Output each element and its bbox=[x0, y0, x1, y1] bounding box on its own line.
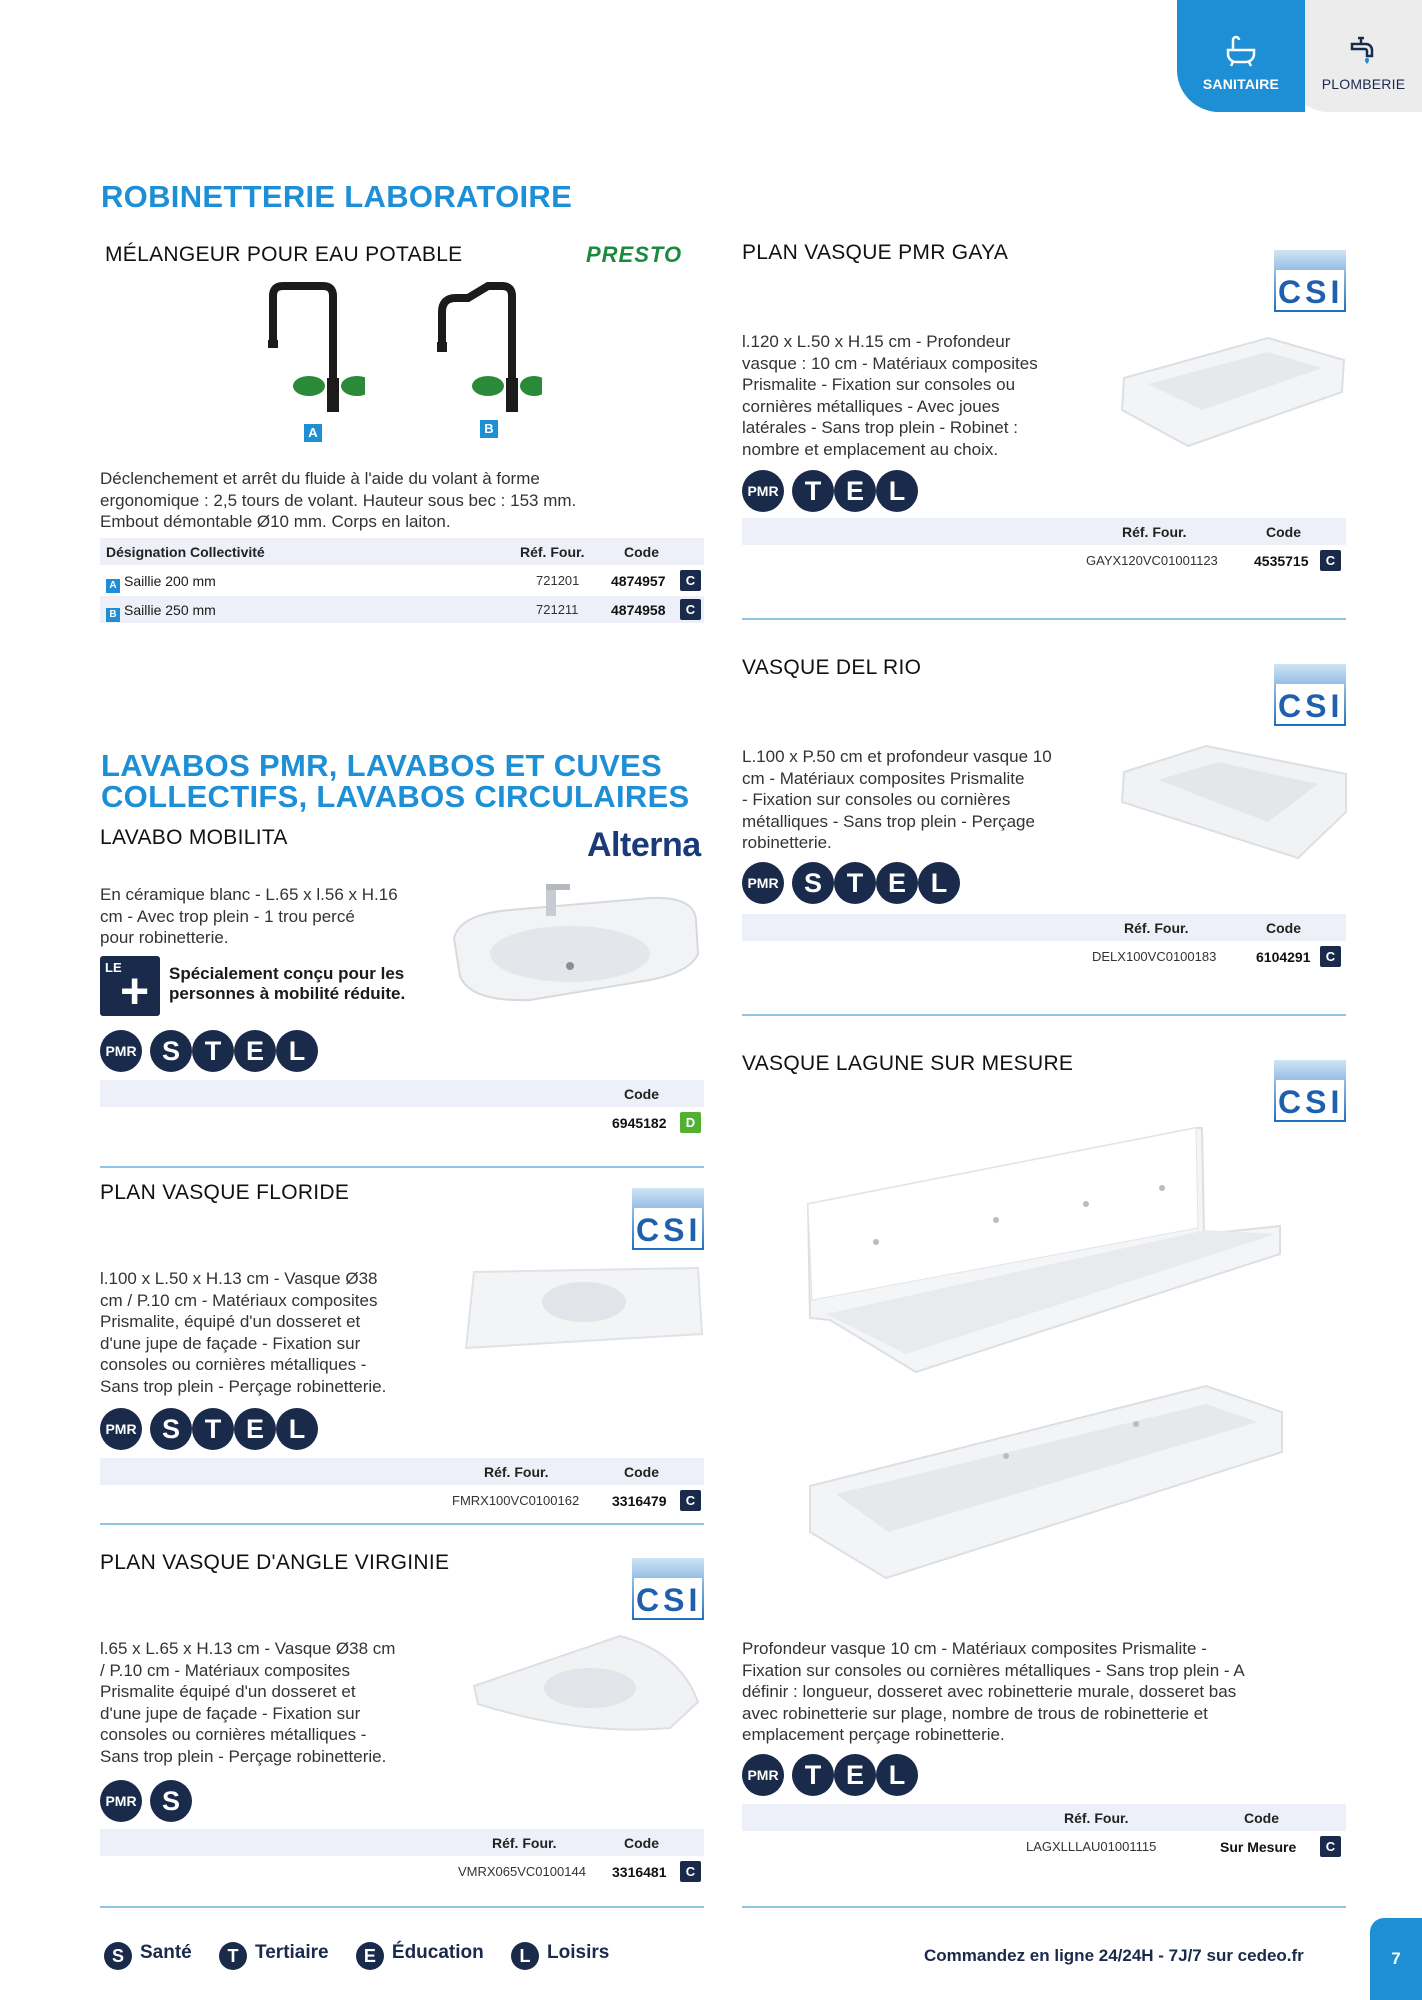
desc-line: cornières métalliques - Avec joues bbox=[742, 396, 1000, 416]
tab-plomberie-label: PLOMBERIE bbox=[1321, 76, 1406, 92]
column-header-code: Code bbox=[624, 1464, 659, 1480]
desc-line: Prismalite équipé d'un dosseret et bbox=[100, 1682, 356, 1701]
sector-icon-loisirs: L bbox=[876, 470, 918, 512]
vasque-delrio-image bbox=[1118, 742, 1348, 862]
code-cell: 6104291 bbox=[1256, 949, 1311, 965]
plus-sign: + bbox=[120, 963, 150, 1019]
pmr-label: PMR bbox=[105, 1421, 137, 1437]
ref-cell: 721201 bbox=[536, 573, 580, 588]
ref-cell: VMRX065VC0100144 bbox=[458, 1864, 586, 1879]
sector-legend bbox=[104, 1942, 631, 1970]
desc-line: cm / P.10 cm - Matériaux composites bbox=[100, 1290, 378, 1310]
gaya-description bbox=[742, 331, 1122, 460]
csi-logo bbox=[1274, 664, 1346, 726]
desc-line: / P.10 cm - Matériaux composites bbox=[100, 1660, 351, 1680]
desc-line: Fixation sur consoles ou cornières métalliques - Sans trop plein - A bbox=[742, 1660, 1245, 1680]
desc-line: Prismalite, équipé d'un dosseret et bbox=[100, 1312, 361, 1331]
legend-letter: S bbox=[104, 1942, 132, 1970]
section-title-lavabos bbox=[101, 750, 690, 812]
ref-cell: DELX100VC0100183 bbox=[1092, 949, 1217, 964]
column-header-code: Code bbox=[1266, 920, 1301, 936]
product-title-floride: PLAN VASQUE FLORIDE bbox=[100, 1181, 350, 1204]
desc-line: définir : longueur, dosseret avec robinetterie murale, dosseret bas bbox=[742, 1682, 1237, 1701]
pmr-label: PMR bbox=[747, 483, 779, 499]
section-title-line: COLLECTIFS, LAVABOS CIRCULAIRES bbox=[101, 779, 690, 814]
sector-icon-tertiaire: T bbox=[792, 1754, 834, 1796]
desc-line: ergonomique : 2,5 tours de volant. Hauteur sous bec : 153 mm. bbox=[100, 490, 577, 510]
sector-icon-tertiaire: T bbox=[192, 1030, 234, 1072]
csi-logo bbox=[1274, 1060, 1346, 1122]
sector-icon-sante: S bbox=[792, 862, 834, 904]
column-header-code: Code bbox=[624, 1835, 659, 1851]
table-header bbox=[742, 518, 1346, 545]
csi-logo-text: CSI bbox=[636, 1212, 702, 1248]
designation-text: Saillie 200 mm bbox=[124, 573, 216, 589]
ref-cell: FMRX100VC0100162 bbox=[452, 1493, 580, 1508]
desc-line: d'une jupe de façade - Fixation sur bbox=[100, 1333, 361, 1353]
category-badge: C bbox=[1320, 550, 1341, 571]
sector-icon-tertiaire: T bbox=[792, 470, 834, 512]
le-label: LE bbox=[105, 960, 122, 975]
category-badge: C bbox=[680, 599, 701, 620]
code-cell: 4874958 bbox=[611, 602, 666, 618]
column-header-ref: Réf. Four. bbox=[484, 1464, 549, 1480]
virginie-table bbox=[100, 1829, 704, 1885]
pmr-wheelchair-icon bbox=[100, 1030, 142, 1072]
table-header bbox=[100, 538, 704, 565]
code-cell: 3316479 bbox=[612, 1493, 667, 1509]
faucet-icon bbox=[1305, 32, 1422, 68]
product-title-delrio: VASQUE DEL RIO bbox=[742, 656, 922, 679]
sector-icon-tertiaire: T bbox=[834, 862, 876, 904]
floride-table bbox=[100, 1458, 704, 1514]
column-header-ref: Réf. Four. bbox=[520, 544, 585, 560]
csi-logo-text: CSI bbox=[1278, 274, 1344, 310]
pmr-wheelchair-icon bbox=[742, 862, 784, 904]
legend-item-education bbox=[356, 1942, 484, 1970]
desc-line: cm - Matériaux composites Prismalite bbox=[742, 768, 1025, 788]
variant-label-a: A bbox=[304, 424, 322, 442]
table-row bbox=[100, 567, 704, 594]
vasque-lagune-image-2 bbox=[806, 1382, 1284, 1582]
csi-logo-text: CSI bbox=[636, 1582, 702, 1618]
desc-line: Prismalite - Fixation sur consoles ou bbox=[742, 375, 1016, 394]
csi-logo bbox=[632, 1558, 704, 1620]
faucet-image-a bbox=[265, 282, 365, 422]
product-title-virginie: PLAN VASQUE D'ANGLE VIRGINIE bbox=[100, 1551, 450, 1574]
product-title-mobilita: LAVABO MOBILITA bbox=[100, 826, 288, 849]
section-divider bbox=[742, 1906, 1346, 1908]
pmr-wheelchair-icon bbox=[742, 470, 784, 512]
desc-line: - Fixation sur consoles ou cornières bbox=[742, 790, 1011, 809]
desc-line: Embout démontable Ø10 mm. Corps en laiton. bbox=[100, 512, 451, 531]
sector-icon-education: E bbox=[876, 862, 918, 904]
table-row bbox=[100, 1109, 704, 1136]
column-header-ref: Réf. Four. bbox=[492, 1835, 557, 1851]
column-header-ref: Réf. Four. bbox=[1122, 524, 1187, 540]
product-title-gaya: PLAN VASQUE PMR GAYA bbox=[742, 241, 1009, 264]
code-cell: 4535715 bbox=[1254, 553, 1309, 569]
legend-item-tertiaire bbox=[219, 1942, 329, 1970]
sector-icon-loisirs: L bbox=[876, 1754, 918, 1796]
code-cell: Sur Mesure bbox=[1220, 1839, 1297, 1855]
mobilita-table bbox=[100, 1080, 704, 1136]
ref-cell: 721211 bbox=[536, 602, 579, 617]
legend-item-sante bbox=[104, 1942, 192, 1970]
plan-vasque-floride-image bbox=[462, 1264, 704, 1356]
desc-line: consoles ou cornières métalliques - bbox=[100, 1725, 367, 1744]
legend-label: Tertiaire bbox=[255, 1942, 329, 1963]
desc-line: cm - Avec trop plein - 1 trou percé bbox=[100, 906, 355, 926]
desc-line: l.120 x L.50 x H.15 cm - Profondeur bbox=[742, 332, 1011, 351]
category-badge: D bbox=[680, 1112, 701, 1133]
le-plus-line: personnes à mobilité réduite. bbox=[169, 984, 406, 1003]
desc-line: l.65 x L.65 x H.13 cm - Vasque Ø38 cm bbox=[100, 1639, 396, 1658]
melangeur-description bbox=[100, 468, 700, 533]
delrio-table bbox=[742, 914, 1346, 970]
lagune-description bbox=[742, 1638, 1352, 1746]
category-badge: C bbox=[1320, 1836, 1341, 1857]
table-row bbox=[742, 547, 1346, 574]
variant-letter-badge: B bbox=[106, 608, 120, 622]
table-header bbox=[742, 1804, 1346, 1831]
sector-icon-loisirs: L bbox=[276, 1030, 318, 1072]
pmr-label: PMR bbox=[747, 1767, 779, 1783]
virginie-description bbox=[100, 1638, 460, 1767]
csi-logo bbox=[1274, 250, 1346, 312]
sector-icon-sante: S bbox=[150, 1780, 192, 1822]
ref-cell: LAGXLLLAU01001115 bbox=[1026, 1839, 1157, 1854]
pmr-label: PMR bbox=[105, 1793, 137, 1809]
column-header-code: Code bbox=[1244, 1810, 1279, 1826]
designation-cell bbox=[106, 602, 216, 622]
melangeur-table bbox=[100, 538, 704, 628]
variant-label-b: B bbox=[480, 420, 498, 438]
legend-letter: L bbox=[511, 1942, 539, 1970]
product-title-melangeur: MÉLANGEUR POUR EAU POTABLE bbox=[105, 243, 463, 266]
variant-letter-badge: A bbox=[106, 579, 120, 593]
category-badge: C bbox=[680, 1490, 701, 1511]
pmr-wheelchair-icon bbox=[742, 1754, 784, 1796]
sector-icon-sante: S bbox=[150, 1030, 192, 1072]
desc-line: Profondeur vasque 10 cm - Matériaux composites Prismalite - bbox=[742, 1639, 1207, 1658]
desc-line: nombre et emplacement au choix. bbox=[742, 439, 999, 459]
desc-line: vasque : 10 cm - Matériaux composites bbox=[742, 353, 1038, 373]
mobilita-description bbox=[100, 884, 450, 949]
code-cell: 3316481 bbox=[612, 1864, 667, 1880]
sector-icon-education: E bbox=[234, 1030, 276, 1072]
tab-plomberie[interactable] bbox=[1287, 0, 1422, 112]
category-badge: C bbox=[1320, 946, 1341, 967]
column-header-code: Code bbox=[1266, 524, 1301, 540]
desc-line: emplacement perçage robinetterie. bbox=[742, 1725, 1005, 1744]
desc-line: latérales - Sans trop plein - Robinet : bbox=[742, 418, 1018, 437]
delrio-description bbox=[742, 746, 1122, 854]
desc-line: En céramique blanc - L.65 x l.56 x H.16 bbox=[100, 885, 398, 904]
sector-icon-sante: S bbox=[150, 1408, 192, 1450]
code-cell: 4874957 bbox=[611, 573, 666, 589]
legend-label: Loisirs bbox=[547, 1942, 610, 1963]
sector-icon-education: E bbox=[834, 1754, 876, 1796]
legend-label: Éducation bbox=[391, 1942, 484, 1963]
table-header bbox=[100, 1458, 704, 1485]
pmr-wheelchair-icon bbox=[100, 1408, 142, 1450]
csi-logo bbox=[632, 1188, 704, 1250]
column-header-ref: Réf. Four. bbox=[1064, 1810, 1129, 1826]
table-header bbox=[100, 1829, 704, 1856]
column-header-code: Code bbox=[624, 544, 659, 560]
designation-text: Saillie 250 mm bbox=[124, 602, 216, 618]
bath-icon bbox=[1177, 32, 1305, 68]
category-badge: C bbox=[680, 570, 701, 591]
lagune-table bbox=[742, 1804, 1346, 1860]
page-number: 7 bbox=[1370, 1918, 1422, 2000]
desc-line: d'une jupe de façade - Fixation sur bbox=[100, 1703, 361, 1723]
plan-vasque-gaya-image bbox=[1118, 330, 1348, 450]
gaya-table bbox=[742, 518, 1346, 574]
desc-line: consoles ou cornières métalliques - bbox=[100, 1355, 367, 1374]
section-title-robinetterie: ROBINETTERIE LABORATOIRE bbox=[101, 179, 573, 214]
section-divider bbox=[742, 618, 1346, 620]
sector-icon-education: E bbox=[234, 1408, 276, 1450]
code-cell: 6945182 bbox=[612, 1115, 667, 1131]
column-header-code: Code bbox=[624, 1086, 659, 1102]
sector-icon-education: E bbox=[834, 470, 876, 512]
desc-line: Sans trop plein - Perçage robinetterie. bbox=[100, 1376, 387, 1396]
table-row bbox=[100, 596, 704, 623]
table-row bbox=[100, 1487, 704, 1514]
lavabo-mobilita-image bbox=[450, 880, 702, 1010]
le-plus-line: Spécialement conçu pour les bbox=[169, 964, 405, 983]
tab-sanitaire[interactable] bbox=[1177, 0, 1305, 112]
sector-icon-loisirs: L bbox=[918, 862, 960, 904]
designation-cell bbox=[106, 573, 216, 593]
desc-line: pour robinetterie. bbox=[100, 928, 229, 947]
table-row bbox=[742, 943, 1346, 970]
vasque-lagune-image-1 bbox=[806, 1124, 1284, 1376]
desc-line: L.100 x P.50 cm et profondeur vasque 10 bbox=[742, 747, 1052, 766]
desc-line: l.100 x L.50 x H.13 cm - Vasque Ø38 bbox=[100, 1269, 378, 1288]
presto-logo: PRESTO bbox=[586, 242, 683, 267]
section-divider bbox=[100, 1523, 704, 1525]
product-title-lagune: VASQUE LAGUNE SUR MESURE bbox=[742, 1052, 1074, 1075]
section-divider bbox=[100, 1906, 704, 1908]
sector-icon-tertiaire: T bbox=[192, 1408, 234, 1450]
pmr-label: PMR bbox=[105, 1043, 137, 1059]
table-header bbox=[742, 914, 1346, 941]
sector-icon-loisirs: L bbox=[276, 1408, 318, 1450]
csi-logo-text: CSI bbox=[1278, 688, 1344, 724]
tab-sanitaire-label: SANITAIRE bbox=[1202, 76, 1280, 92]
legend-item-loisirs bbox=[511, 1942, 609, 1970]
pmr-label: PMR bbox=[747, 875, 779, 891]
legend-label: Santé bbox=[140, 1942, 192, 1963]
category-badge: C bbox=[680, 1861, 701, 1882]
table-header bbox=[100, 1080, 704, 1107]
column-header-designation: Désignation Collectivité bbox=[106, 544, 265, 560]
faucet-image-b bbox=[432, 282, 542, 422]
section-divider bbox=[742, 1014, 1346, 1016]
pmr-wheelchair-icon bbox=[100, 1780, 142, 1822]
section-title-line: LAVABOS PMR, LAVABOS ET CUVES bbox=[101, 748, 662, 783]
legend-letter: T bbox=[219, 1942, 247, 1970]
alterna-logo: Alterna bbox=[587, 826, 701, 864]
desc-line: robinetterie. bbox=[742, 833, 832, 852]
csi-logo-text: CSI bbox=[1278, 1084, 1344, 1120]
le-plus-text bbox=[169, 964, 405, 1004]
floride-description bbox=[100, 1268, 460, 1397]
legend-letter: E bbox=[356, 1942, 384, 1970]
table-row bbox=[742, 1833, 1346, 1860]
category-tabs bbox=[1177, 0, 1422, 112]
ref-cell: GAYX120VC01001123 bbox=[1086, 553, 1218, 568]
desc-line: Déclenchement et arrêt du fluide à l'aide du volant à forme bbox=[100, 469, 540, 488]
table-row bbox=[100, 1858, 704, 1885]
desc-line: avec robinetterie sur plage, nombre de trous de robinetterie et bbox=[742, 1703, 1208, 1723]
le-plus-badge bbox=[100, 956, 160, 1019]
section-divider bbox=[100, 1166, 704, 1168]
column-header-ref: Réf. Four. bbox=[1124, 920, 1189, 936]
plan-vasque-virginie-image bbox=[470, 1632, 704, 1742]
desc-line: métalliques - Sans trop plein - Perçage bbox=[742, 811, 1035, 831]
order-online-text: Commandez en ligne 24/24H - 7J/7 sur cedeo.fr bbox=[924, 1946, 1304, 1965]
desc-line: Sans trop plein - Perçage robinetterie. bbox=[100, 1746, 387, 1766]
